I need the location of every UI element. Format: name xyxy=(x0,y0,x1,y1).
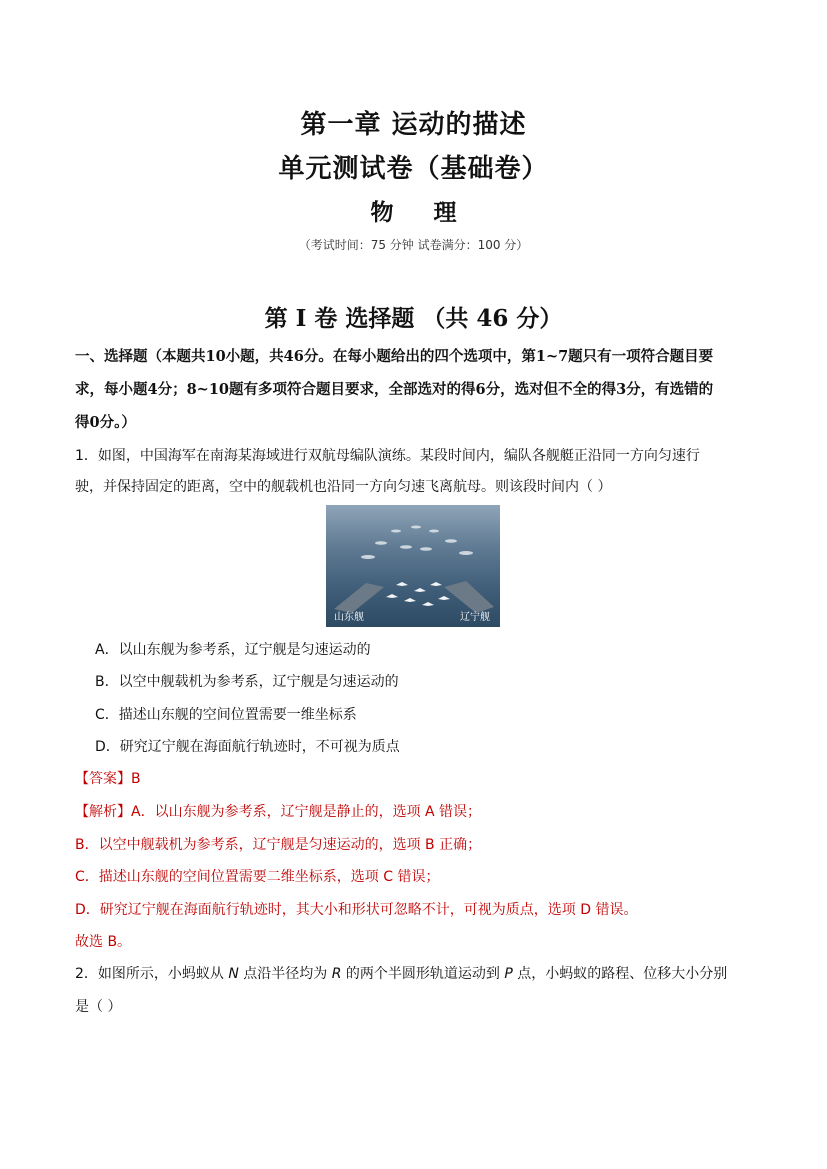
caption-shandong: 山东舰 xyxy=(334,612,364,623)
q1-analysis-line-1: 【解析】A．以山东舰为参考系，辽宁舰是静止的，选项 A 错误； xyxy=(75,804,482,820)
q1-option-d: D．研究辽宁舰在海面航行轨迹时，不可视为质点 xyxy=(95,739,400,755)
q2-stem-line-1 xyxy=(75,963,765,983)
q1-option-b: B．以空中舰载机为参考系，辽宁舰是匀速运动的 xyxy=(95,674,399,690)
q1-answer: 【答案】B xyxy=(75,771,141,787)
q2-stem-line-2: 是（ ） xyxy=(75,999,122,1015)
q2-stem-part-d: 点，小蚂蚁的路程、位移大小分别 xyxy=(512,966,728,982)
q1-option-a: A．以山东舰为参考系，辽宁舰是匀速运动的 xyxy=(95,642,371,658)
q1-analysis-line-4: D．研究辽宁舰在海面航行轨迹时，其大小和形状可忽略不计，可视为质点，选项 D 错误。 xyxy=(75,902,638,918)
caption-liaoning: 辽宁舰 xyxy=(460,612,490,623)
subject-char-2: 理 xyxy=(433,199,457,226)
q1-stem-line-2: 驶，并保持固定的距离，空中的舰载机也沿同一方向匀速飞离航母。则该段时间内（ ） xyxy=(75,479,612,495)
subject-title xyxy=(0,194,827,227)
instructions-line-3: 得0分。） xyxy=(75,414,136,431)
q2-stem-part-c: 的两个半圆形轨道运动到 xyxy=(341,966,505,982)
carrier-fleet-image xyxy=(326,505,500,627)
q2-var-r: R xyxy=(331,966,342,982)
q1-analysis-line-3: C．描述山东舰的空间位置需要二维坐标系，选项 C 错误； xyxy=(75,869,440,885)
q1-analysis-line-2: B．以空中舰载机为参考系，辽宁舰是匀速运动的，选项 B 正确； xyxy=(75,837,482,853)
q1-analysis-line-5: 故选 B。 xyxy=(75,934,132,950)
instructions-line-1: 一、选择题（本题共10小题，共46分。在每小题给出的四个选项中，第1~7题只有一项符合题目要 xyxy=(75,348,714,365)
instructions-line-2: 求，每小题4分；8~10题有多项符合题目要求，全部选对的得6分，选对但不全的得3分，有选错的 xyxy=(75,381,714,398)
section-title: 第 I 卷 选择题 （共 46 分） xyxy=(264,305,563,332)
test-title: 单元测试卷（基础卷） xyxy=(278,154,549,184)
subject-char-1: 物 xyxy=(370,199,394,226)
q1-option-c: C．描述山东舰的空间位置需要一维坐标系 xyxy=(95,707,357,723)
q2-stem-part-a: 2．如图所示，小蚂蚁从 xyxy=(75,966,229,982)
q2-var-p: P xyxy=(504,966,513,982)
q1-stem-line-1: 1．如图，中国海军在南海某海域进行双航母编队演练。某段时间内，编队各舰艇正沿同一方向匀速行 xyxy=(75,448,700,464)
chapter-title: 第一章 运动的描述 xyxy=(300,110,527,140)
exam-info: （考试时间：75 分钟 试卷满分：100 分） xyxy=(298,238,529,252)
q2-stem-part-b: 点沿半径均为 xyxy=(238,966,332,982)
q2-var-n: N xyxy=(228,966,239,982)
